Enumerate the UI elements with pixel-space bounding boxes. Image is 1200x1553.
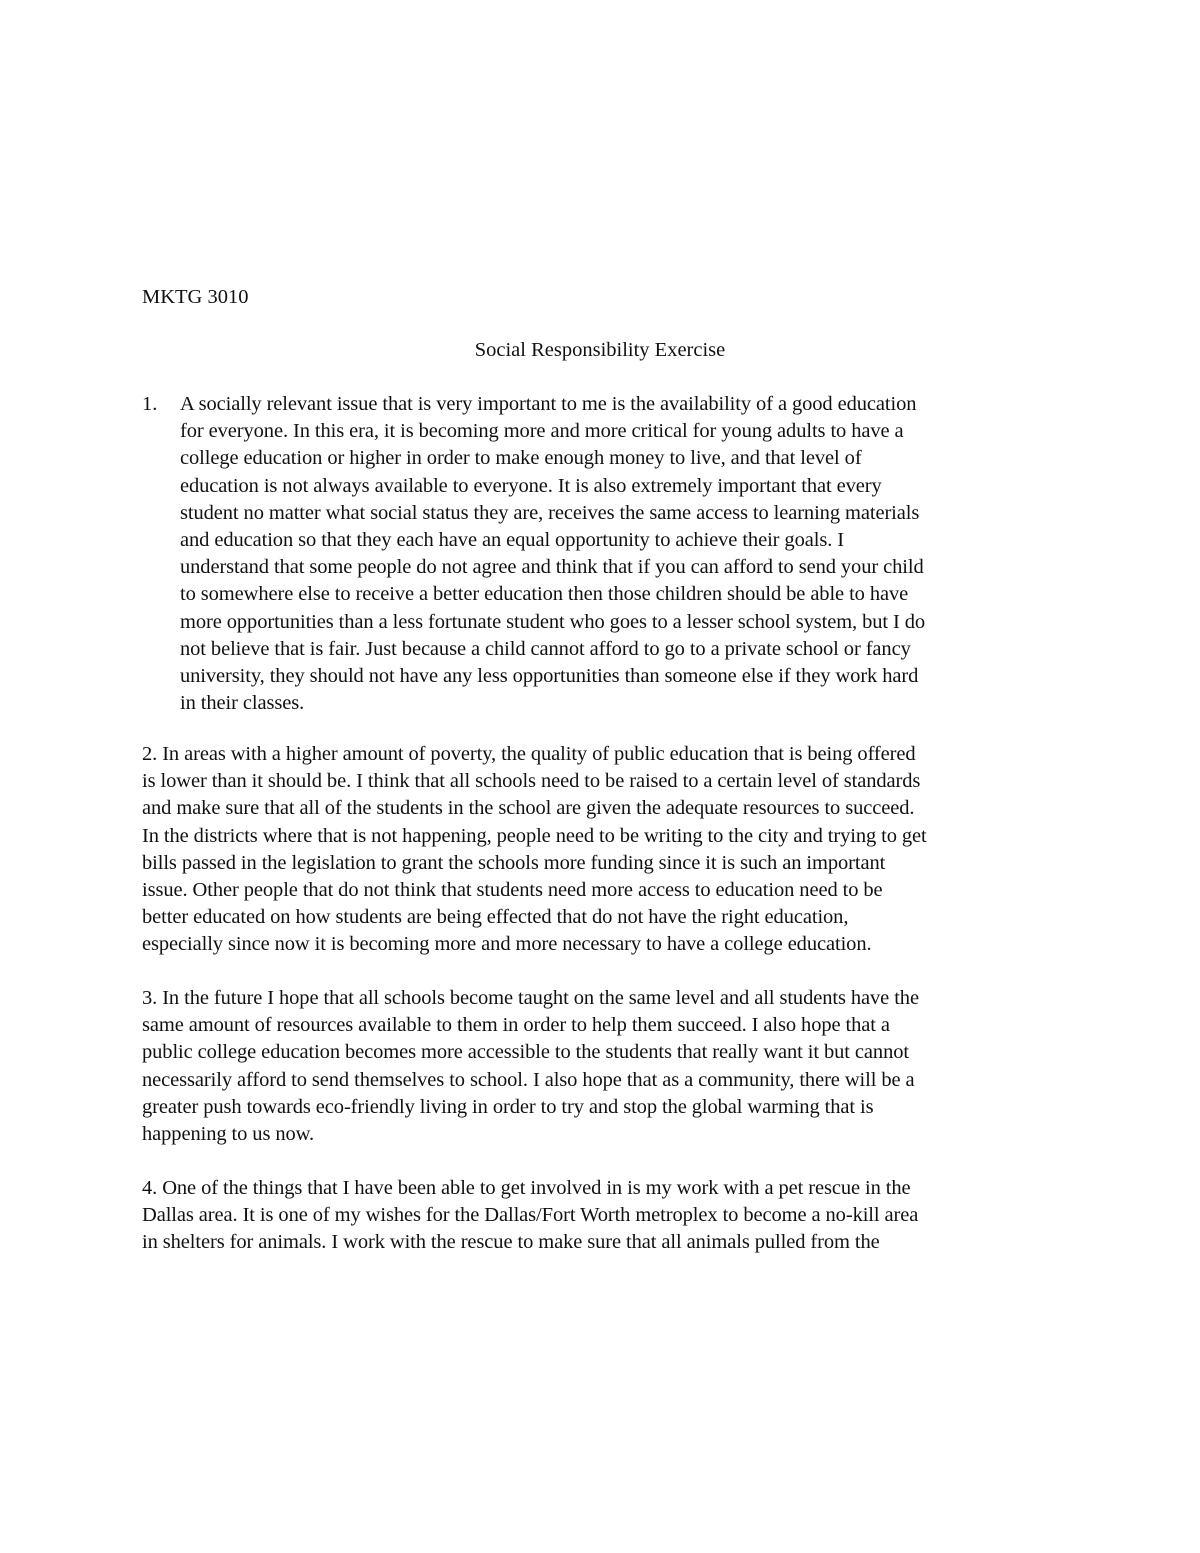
text-line: college education or higher in order to make enough money to live, and that level of — [180, 447, 862, 470]
text-line: 4. One of the things that I have been able to get involved in is my work with a pet rescue in the — [142, 1177, 911, 1199]
text-line: issue. Other people that do not think that students need more access to education need to be — [142, 879, 883, 902]
answer-3 — [142, 985, 1062, 1148]
text-line: and make sure that all of the students in the school are given the adequate resources to succeed. — [142, 797, 915, 820]
text-line: Dallas area. It is one of my wishes for the Dallas/Fort Worth metroplex to become a no-kill area — [142, 1204, 919, 1227]
text-line: In the districts where that is not happening, people need to be writing to the city and trying to get — [142, 824, 927, 847]
text-line: A socially relevant issue that is very important to me is the availability of a good education — [180, 393, 917, 415]
course-code: MKTG 3010 — [142, 286, 249, 308]
text-line: greater push towards eco-friendly living in order to try and stop the global warming that is — [142, 1095, 874, 1118]
text-line: necessarily afford to send themselves to school. I also hope that as a community, there will be a — [142, 1068, 915, 1091]
text-line: in shelters for animals. I work with the rescue to make sure that all animals pulled from the — [142, 1231, 880, 1254]
answer-1-body — [180, 391, 925, 717]
text-line: education is not always available to everyone. It is also extremely important that every — [180, 474, 882, 497]
document-title: Social Responsibility Exercise — [474, 339, 726, 361]
answer-2 — [142, 741, 1062, 959]
text-line: for everyone. In this era, it is becoming more and more critical for young adults to have a — [180, 420, 904, 443]
text-line: happening to us now. — [142, 1123, 315, 1146]
text-line: not believe that is fair. Just because a child cannot afford to go to a private school or fancy — [180, 637, 911, 660]
text-line: to somewhere else to receive a better education then those children should be able to have — [180, 583, 909, 606]
text-line: especially since now it is becoming more and more necessary to have a college education. — [142, 933, 872, 956]
text-line: is lower than it should be. I think that all schools need to be raised to a certain level of standards — [142, 770, 921, 793]
text-line: understand that some people do not agree and think that if you can afford to send your child — [180, 556, 924, 579]
text-line: same amount of resources available to them in order to help them succeed. I also hope that a — [142, 1014, 890, 1037]
answer-4 — [142, 1175, 1062, 1257]
text-line: 3. In the future I hope that all schools become taught on the same level and all students have the — [142, 987, 919, 1009]
text-line: bills passed in the legislation to grant the schools more funding since it is such an important — [142, 851, 886, 874]
text-line: university, they should not have any less opportunities than someone else if they work hard — [180, 665, 919, 688]
text-line: in their classes. — [180, 692, 305, 715]
text-line: more opportunities than a less fortunate student who goes to a lesser school system, but I do — [180, 610, 926, 633]
text-line: and education so that they each have an equal opportunity to achieve their goals. I — [180, 529, 844, 552]
text-line: student no matter what social status they are, receives the same access to learning materials — [180, 501, 920, 524]
answer-1-number: 1. — [142, 393, 158, 415]
text-line: better educated on how students are being effected that do not have the right education, — [142, 906, 849, 929]
text-line: 2. In areas with a higher amount of poverty, the quality of public education that is being offered — [142, 743, 916, 765]
text-line: public college education becomes more accessible to the students that really want it but cannot — [142, 1041, 909, 1064]
